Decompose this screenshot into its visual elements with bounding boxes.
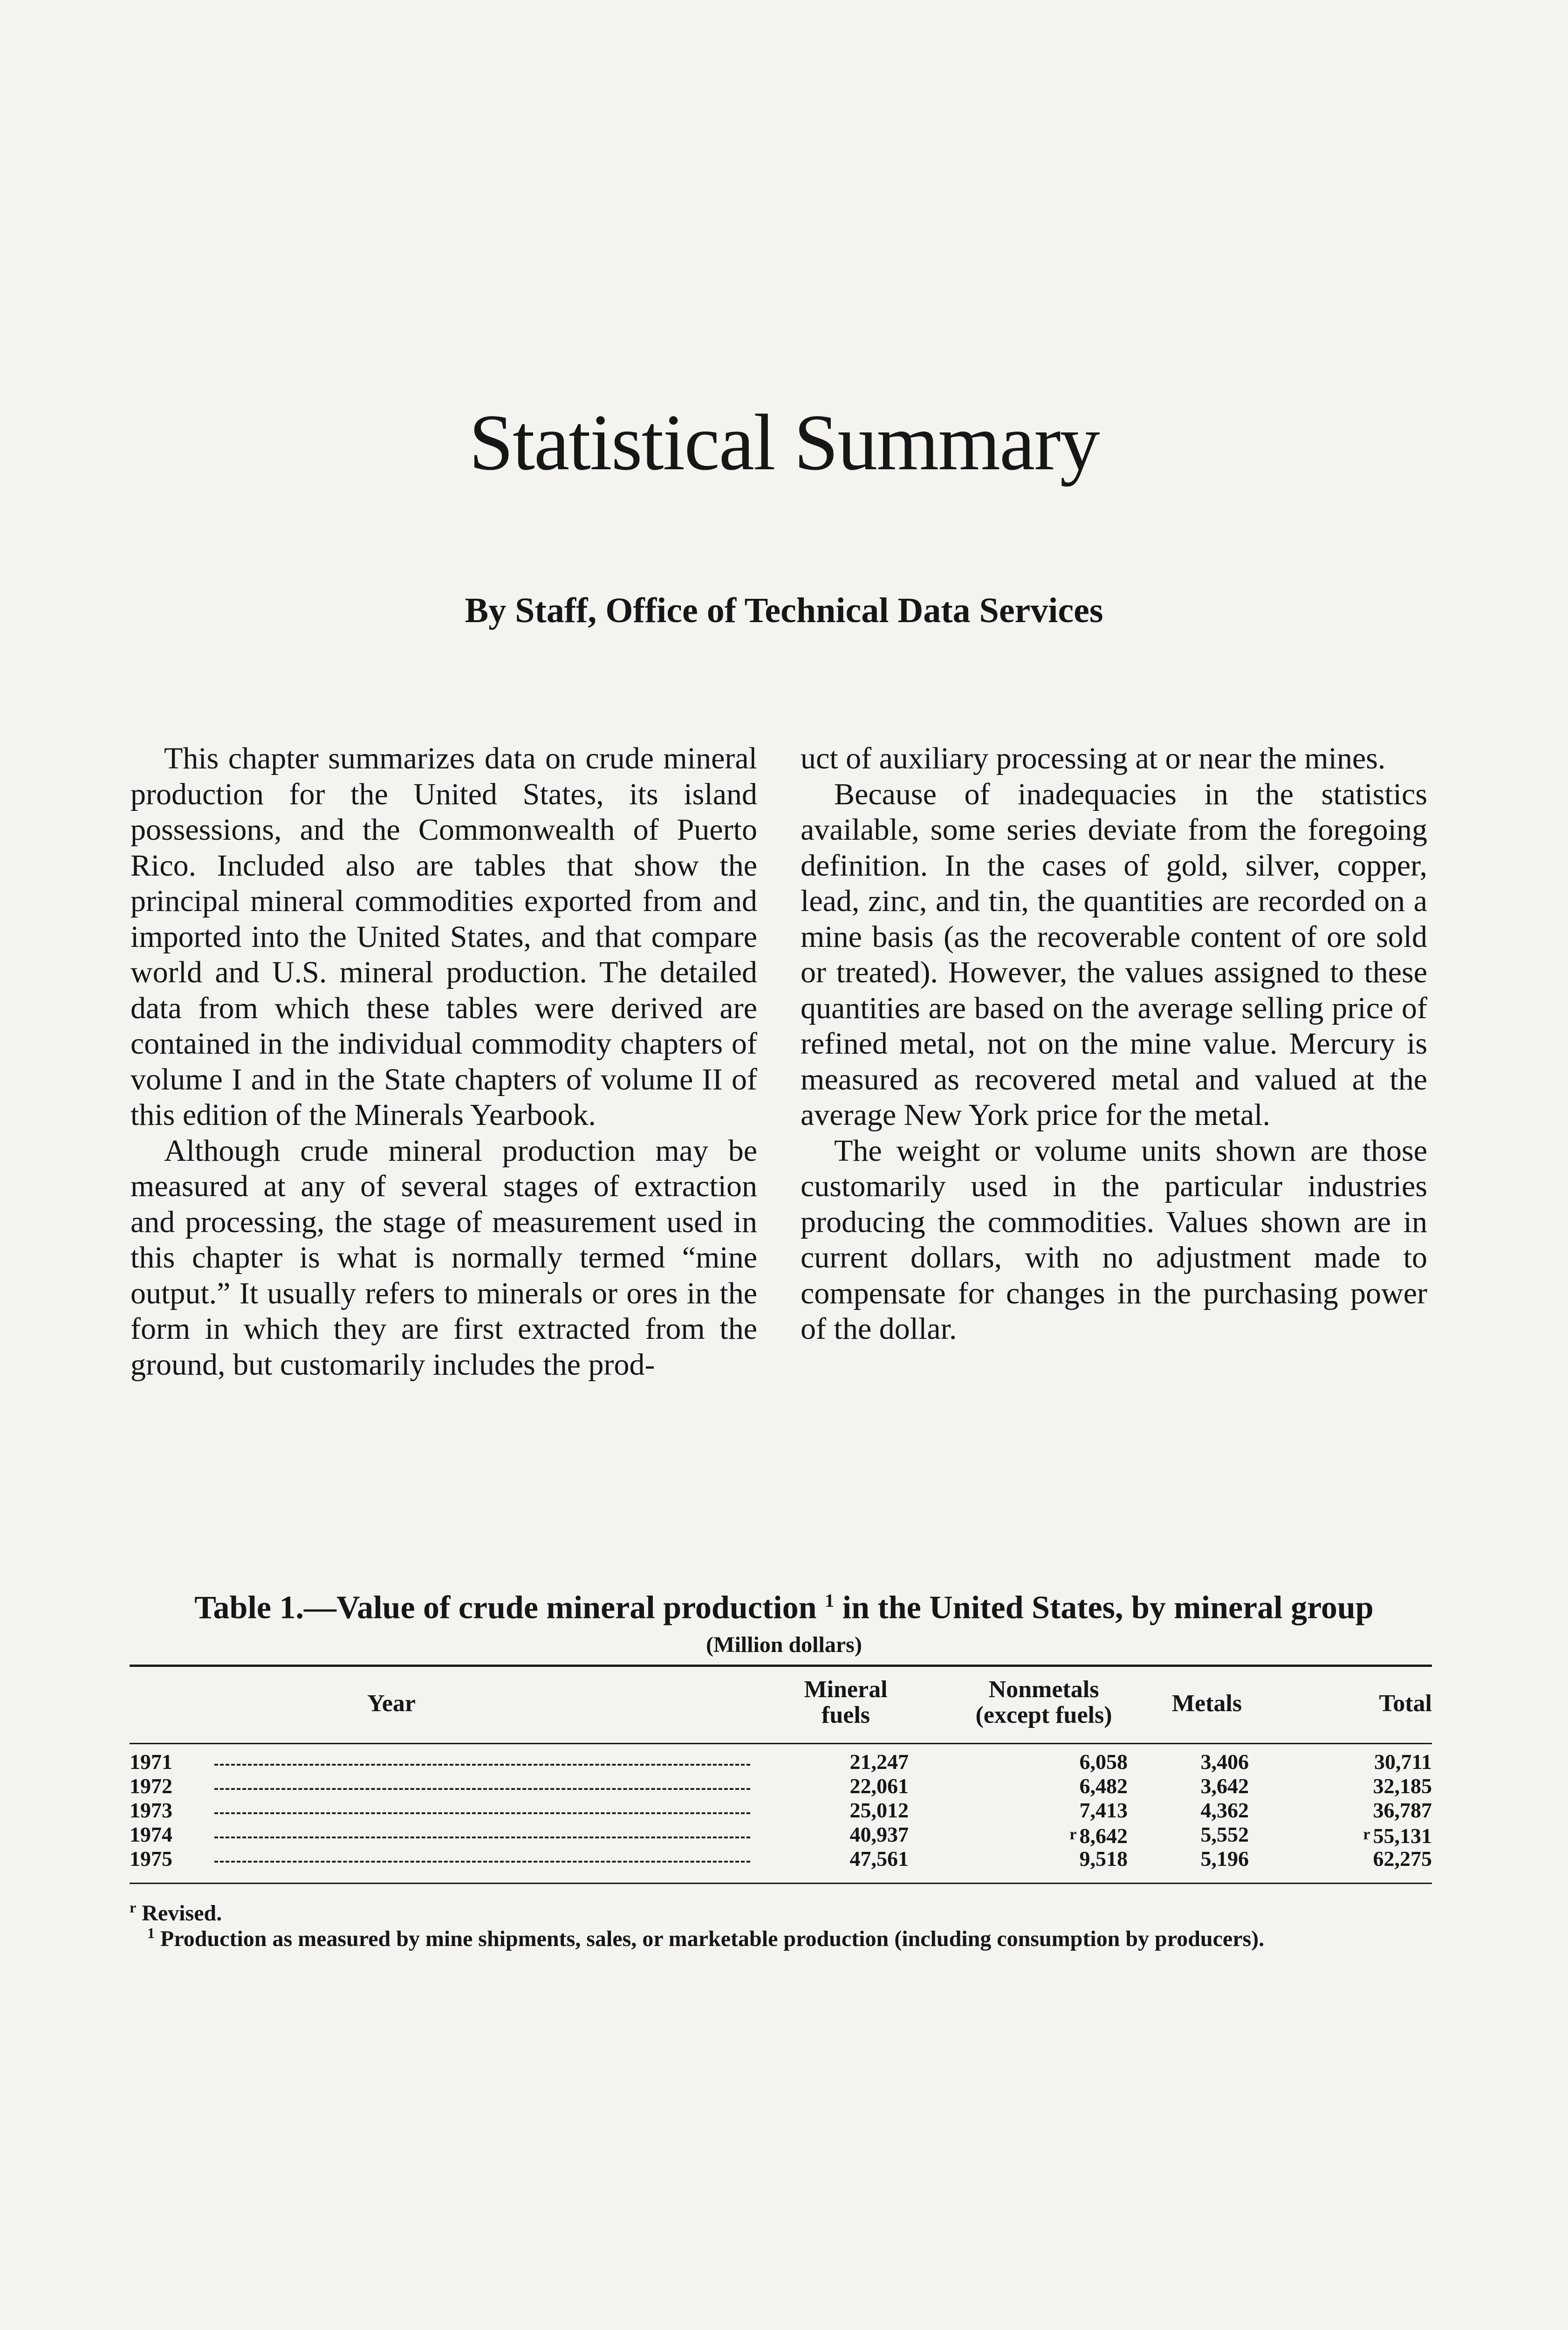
dot-leader <box>214 1861 750 1863</box>
paragraph: The weight or volume units shown are those customarily used in the particular industries producing the commodities. Values shown are in current dollars, with no adjustment made to compensate for changes in the purchasing power of the dollar. <box>801 1133 1427 1346</box>
footnote-text: Production as measured by mine shipments, sales, or marketable production (including consumption by producers). <box>160 1926 1265 1951</box>
footnote-mark: 1 <box>147 1925 155 1941</box>
cell-value: 55,131 <box>1373 1824 1432 1848</box>
cell-total <box>1258 1823 1432 1848</box>
table-rule-bottom <box>130 1883 1432 1884</box>
paragraph: uct of auxiliary processing at or near the mines. <box>801 741 1386 775</box>
header-nonmetals-line2: (except fuels) <box>975 1702 1112 1728</box>
cell-fuels: 25,012 <box>849 1798 909 1822</box>
table-units: (Million dollars) <box>706 1632 862 1657</box>
revised-mark: r <box>1363 1826 1370 1843</box>
cell-value: 8,642 <box>1079 1824 1128 1848</box>
dot-leader <box>214 1764 750 1766</box>
footnote-text: Revised. <box>142 1901 222 1926</box>
paragraph: Because of inadequacies in the statistics available, some series deviate from the foregoing definition. In the cases of gold, silver, copper, lead, zinc, and tin, the quantities are recorded on a mine basis (as the recoverable content of ore sold or treated). However, the values assigned to these quantities are based on the average selling price of refined metal, not on the mine value. Mercury is measured as recovered metal and valued at the average New York price for the metal. <box>801 777 1427 1132</box>
dot-leader <box>214 1837 750 1838</box>
byline: By Staff, Office of Technical Data Services <box>465 591 1103 630</box>
caption-text: Table 1.—Value of crude mineral production <box>194 1590 817 1626</box>
cell-fuels: 22,061 <box>849 1774 909 1798</box>
cell-total: 32,185 <box>1373 1774 1432 1798</box>
paragraph: This chapter summarizes data on crude mineral production for the United States, its island possessions, and the Commonwealth of Puerto Rico. Included also are tables that show the principal mineral commodities exported from and imported into the United States, and that compare world and U.S. mineral production. The detailed data from which these tables were derived are contained in the individual commodity chapters of volume I and in the State chapters of volume II of this edition of the Minerals Yearbook. <box>130 741 757 1132</box>
cell-nonmetals <box>955 1823 1128 1848</box>
cell-fuels: 47,561 <box>849 1847 909 1871</box>
page-title: Statistical Summary <box>469 398 1099 487</box>
right-column <box>801 741 1427 1347</box>
cell-metals: 5,196 <box>1200 1847 1249 1871</box>
table-row-year: 1972 <box>130 1774 172 1798</box>
table-caption <box>0 1580 1568 1629</box>
table-row-year: 1974 <box>130 1823 172 1846</box>
footnote-ref: 1 <box>825 1590 835 1611</box>
revised-mark: r <box>1069 1826 1077 1843</box>
cell-nonmetals: 6,058 <box>1079 1750 1128 1774</box>
header-fuels-line2: fuels <box>822 1702 870 1728</box>
cell-metals: 3,642 <box>1200 1774 1249 1798</box>
cell-metals: 4,362 <box>1200 1798 1249 1822</box>
table-rule-header <box>130 1743 1432 1744</box>
footnote-1 <box>130 1920 1432 1952</box>
cell-nonmetals: 9,518 <box>1079 1847 1128 1871</box>
footnote-mark: r <box>130 1899 137 1916</box>
paragraph: Although crude mineral production may be measured at any of several stages of extraction and processing, the stage of measurement used in this chapter is what is normally termed “mine output.” It usually refers to minerals or ores in the form in which they are first extracted from the ground, but customarily includes the prod- <box>130 1133 757 1382</box>
table-row-year: 1973 <box>130 1798 172 1822</box>
header-metals: Metals <box>1171 1690 1242 1717</box>
cell-nonmetals: 7,413 <box>1079 1798 1128 1822</box>
cell-total: 36,787 <box>1373 1798 1432 1822</box>
cell-metals: 5,552 <box>1200 1823 1249 1846</box>
left-column <box>130 741 757 1383</box>
cell-nonmetals: 6,482 <box>1079 1774 1128 1798</box>
header-total: Total <box>1379 1690 1432 1717</box>
dot-leader <box>214 1812 750 1814</box>
table-rule-top <box>130 1665 1432 1667</box>
cell-metals: 3,406 <box>1200 1750 1249 1774</box>
cell-total: 30,711 <box>1374 1750 1432 1774</box>
cell-fuels: 21,247 <box>849 1750 909 1774</box>
header-nonmetals-line1: Nonmetals <box>988 1676 1099 1703</box>
header-fuels-line1: Mineral <box>804 1676 888 1703</box>
table-row-year: 1971 <box>130 1750 172 1774</box>
table-row-year: 1975 <box>130 1847 172 1871</box>
dot-leader <box>214 1788 750 1790</box>
cell-total: 62,275 <box>1373 1847 1432 1871</box>
caption-text: in the United States, by mineral group <box>842 1590 1374 1626</box>
header-year: Year <box>367 1690 416 1717</box>
cell-fuels: 40,937 <box>849 1823 909 1846</box>
